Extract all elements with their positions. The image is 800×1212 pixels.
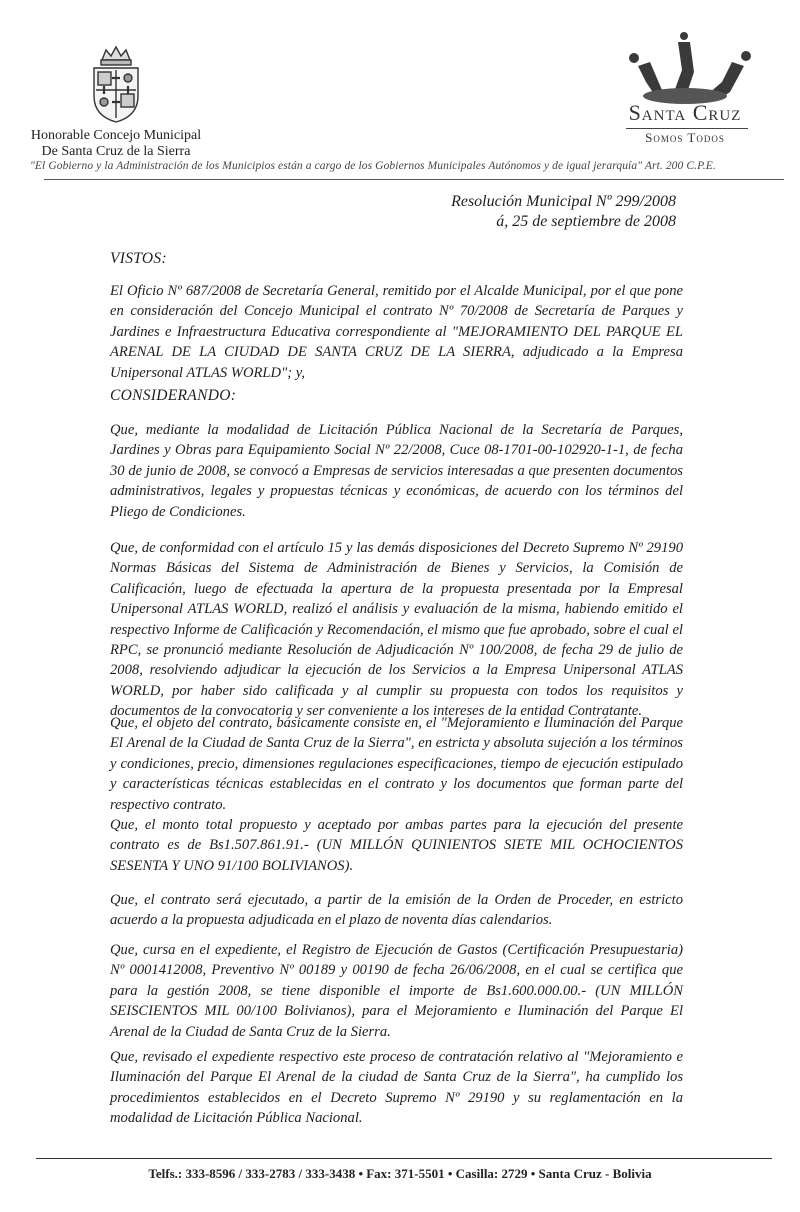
- resolution-number: Resolución Municipal Nº 299/2008: [451, 193, 676, 210]
- logo-divider: [626, 128, 748, 129]
- vistos-heading: VISTOS:: [110, 250, 167, 267]
- council-city: De Santa Cruz de la Sierra: [41, 144, 191, 159]
- considerando-heading: CONSIDERANDO:: [110, 387, 237, 404]
- paragraph: Que, el contrato será ejecutado, a partir de la emisión de la Orden de Proceder, en estricto acuerdo a la propuesta adjudicada en el plazo de noventa días calendarios.: [110, 892, 683, 929]
- logo-title: Santa Cruz: [628, 100, 742, 125]
- council-name: Honorable Concejo Municipal: [30, 128, 202, 143]
- paragraph: Que, el objeto del contrato, básicamente consiste en, el "Mejoramiento e Iluminación del Parque El Arenal de la Ciudad de Santa Cruz de la Sierra", en estricta y absoluta sujeción a los términos y condiciones, precio, dimensiones regulaciones especificaciones, tiempo de ejecución estipulado y características técnicas establecidas en el contrato y los documentos que forman parte del respectivo contrato.: [110, 715, 683, 813]
- paragraph: Que, de conformidad con el artículo 15 y las demás disposiciones del Decreto Supremo Nº 29190 Normas Básicas del Sistema de Administración de Bienes y Servicios, la Comisión de Calificación, luego de efectuada la apertura de la propuesta presentada por la Empresal Unipersonal ATLAS WORLD, realizó el análisis y evaluación de la misma, habiendo emitido el respectivo Informe de Calificación y Recomendación, el mismo que fue aprobado, sobre el cual el RPC, se pronunció mediante Resolución de Adjudicación Nº 100/2008, de fecha 29 de julio de 2008, resolviendo adjudicar la ejecución de los Servicios a la Empresa Unipersonal ATLAS WORLD, por haber sido calificada y al cumplir su propuesta con todos los requisitos y documentos de la convocatoria y ser conveniente a los intereses de la entidad Contratante.: [110, 540, 683, 720]
- coat-of-arms-icon: [88, 44, 144, 124]
- header-divider: [44, 179, 784, 180]
- paragraph: Que, mediante la modalidad de Licitación Pública Nacional de la Secretaría de Parques, Jardines y Obras para Equipamiento Social Nº 22/2008, Cuce 08-1701-00-102920-1-1, de fecha 30 de junio de 2008, se convocó a Empresas de servicios interesadas a que presenten documentos administrativos, legales y propuestas técnicas y económicas, de acuerdo con los términos del Pliego de Condiciones.: [110, 422, 683, 520]
- paragraph: Que, revisado el expediente respectivo este proceso de contratación relativo al "Mejoramiento e Iluminación del Parque El Arenal de la ciudad de Santa Cruz de la Sierra", ha cumplido los procedimientos establecidos en el Decreto Supremo Nº 29190 y su reglamentación en la modalidad de Licitación Pública Nacional.: [110, 1049, 683, 1127]
- paragraph: Que, el monto total propuesto y aceptado por ambas partes para la ejecución del presente contrato es de Bs1.507.861.91.- (UN MILLÓN QUINIENTOS SIETE MIL OCHOCIENTOS SESENTA Y UNO 91/100 BOLIVIANOS).: [110, 817, 683, 874]
- resolution-date: á, 25 de septiembre de 2008: [496, 213, 676, 230]
- paragraph: Que, cursa en el expediente, el Registro de Ejecución de Gastos (Certificación Presupuestaria) Nº 0001412008, Preventivo Nº 00189 y 00190 de fecha 26/06/2008, en el cual se certifica que para la gestión 2008, se tiene disponible el importe de Bs1.600.000.00.- (UN MILLÓN SEISCIENTOS MIL 00/100 Bolivianos), para el Mejoramiento e Iluminación del Parque El Arenal de la Ciudad de Santa Cruz de la Sierra.: [110, 942, 683, 1040]
- logo-subtitle: Somos Todos: [645, 130, 725, 145]
- paragraph: El Oficio Nº 687/2008 de Secretaría General, remitido por el Alcalde Municipal, por el que pone en consideración del Concejo Municipal el contrato Nº 70/2008 de Secretaría de Parques y Jardines e Infraestructura Educativa correspondiente al "MEJORAMIENTO DEL PARQUE EL ARENAL DE LA CIUDAD DE SANTA CRUZ DE LA SIERRA, adjudicado a la Empresa Unipersonal ATLAS WORLD"; y,: [110, 283, 683, 381]
- footer-contact: Telfs.: 333-8596 / 333-2783 / 333-3438 • Fax: 371-5501 • Casilla: 2729 • Santa Cruz - Bolivia: [148, 1166, 652, 1181]
- constitution-quote: "El Gobierno y la Administración de los Municipios están a cargo de los Gobiernos Municipales Autónomos y de igual jerarquía" Art. 200 C.P.E.: [30, 160, 716, 172]
- footer-divider: [36, 1158, 772, 1159]
